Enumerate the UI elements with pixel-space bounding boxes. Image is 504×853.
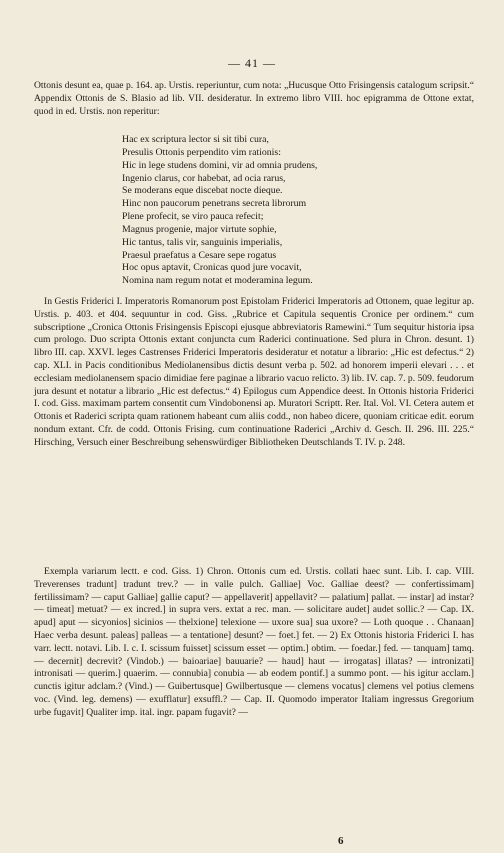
poem-line: Magnus progenie, major virtute sophie,	[122, 223, 277, 235]
variants-paragraph	[34, 566, 474, 720]
poem-line: Hic tantus, talis vir, sanguinis imperialis,	[122, 236, 283, 248]
variants-text: Exempla variarum lectt. e cod. Giss. 1) Chron. Ottonis cum ed. Urstis. collati haec sunt. Lib. I. cap. VIII. Treverenses tradunt] tradunt trev.? — in valle pulch. Galliae] Voc. Galliae deest? — confertissimam] fertilissimam? — caput Galliae] gallie caput? — appellaverit] appellavit? — palatium] pallat. — instar] ad instar? — timeat] metuat? — ex incred.] in supra vers. extat a rec. man. — solicitare audet] audet sollic.? — Cap. IX. apud] aput — sicyonios] sicinios — thelxione] telexione — uxore sua] sua uxore? — Loth quoque . . Chanaan] Haec verba desunt. paleas] palleas — a tentatione] desunt? — foet.] fet. — 2) Ex Ottonis historia Friderici I. has varr. lectt. notavi. Lib. I. c. I. scissum fuisset] scissum esset — optim.] obtim. — foedar.] fed. — tanquam] tamq. — decernit] decrevit? (Vindob.) — baioariae] bauuarie? — haud] haut — irrogatas] illatas? — intronizati] intronisati — querim.] quaerim. — connubia] conubia — ab eodem pontif.] a summo pont. — his igitur acclam.] cunctis igitur adclam.? (Vind.) — Guibertusque] Gwilbertusque — clemens vocatus] clemens vel potius clemens voc. (Vind. leg. demens) — exufflatur] exsuffl.? — Cap. II. Quomodo imperator Italiam ingressus Gregorium urbe fugavit] Qualiter imp. ital. ingr. papam fugavit? —	[34, 566, 474, 718]
page-number: — 41 —	[228, 56, 276, 70]
poem-line: Se moderans eque discebat nocte dieque.	[122, 185, 283, 197]
gestis-text: In Gestis Friderici I. Imperatoris Romanorum post Epistolam Friderici Imperatoris ad Ottonem, quae legitur ap. Urstis. p. 403. et 404. sequuntur in cod. Giss. „Rubrice et Capitula sequentis Cronice per ordinem.“ cum subscriptione „Cronica Ottonis Frisingensis Episcopi ejusque abbreviatoris Ramewini.“ Tum sequitur historia ipsa cum prologo. Duo scripta Ottonis extant conjuncta cum Raderici continuatione. Sed plura in Chron. desunt. 1) libro III. cap. XXVI. leges Castrenses Friderici Imperatoris desideratur et notatur a librario: „Hic est defectus.“ 2) cap. XLI. in Pacis conditionibus Mediolanensibus dictis desunt verba p. 502. ad honorem imperii elevari . . . et ecclesiam mediolanensem spacio dimidiae fere paginae a librario vacuo relicto. 3) lib. IV. cap. 7. p. 509. feudorum jura desunt et notatur a librario „Hic est defectus.“ 4) Epilogus cum Appendice deest. In Ottonis historia Friderici I. cod. Giss. maximam partem consentit cum Vindobonensi ap. Muratori Scriptt. Rer. Ital. Vol. VI. Cetera autem et Ottonis et Raderici scripta quam rationem habeant cum aliis codd., non habeo dicere, quoniam criticae edit. eorum nondum extant. Cfr. de codd. Ottonis Frising. cum continuatione Raderici „Archiv d. Gesch. II. 296. III. 225.“ Hirsching, Versuch einer Beschreibung sehenswürdiger Bibliotheken Deutschlands T. IV. p. 248.	[34, 296, 474, 448]
intro-paragraph	[34, 80, 474, 118]
poem-line: Ingenio clarus, cor habebat, ad ocia rarus,	[122, 172, 286, 184]
poem-line: Nomina nam regum notat et moderamina legum.	[122, 275, 313, 287]
poem-line: Hoc opus aptavit, Cronicas quod jure vocavit,	[122, 262, 302, 274]
epigram-poem	[122, 134, 452, 288]
poem-line: Praesul praefatus a Cesare sepe rogatus	[122, 249, 277, 261]
poem-line: Hinc non paucorum penetrans secreta librorum	[122, 198, 307, 210]
poem-line: Hic in lege studens domini, vir ad omnia prudens,	[122, 159, 318, 171]
poem-line: Hac ex scriptura lector si sit tibi cura,	[122, 134, 269, 145]
poem-line: Plene profecit, se viro pauca refecit;	[122, 211, 264, 223]
intro-text: Ottonis desunt ea, quae p. 164. ap. Urstis. reperiuntur, cum nota: „Hucusque Otto Frisingensis catalogum scripsit.“ Appendix Ottonis de S. Blasio ad lib. VII. desideratur. In extremo libro VIII. hoc epigramma de Ottone extat, quod in ed. Urstis. non reperitur:	[34, 80, 474, 117]
poem-line: Presulis Ottonis perpendito vim rationis:	[122, 146, 281, 158]
signature-mark: 6	[338, 835, 344, 847]
gestis-paragraph	[34, 296, 474, 450]
